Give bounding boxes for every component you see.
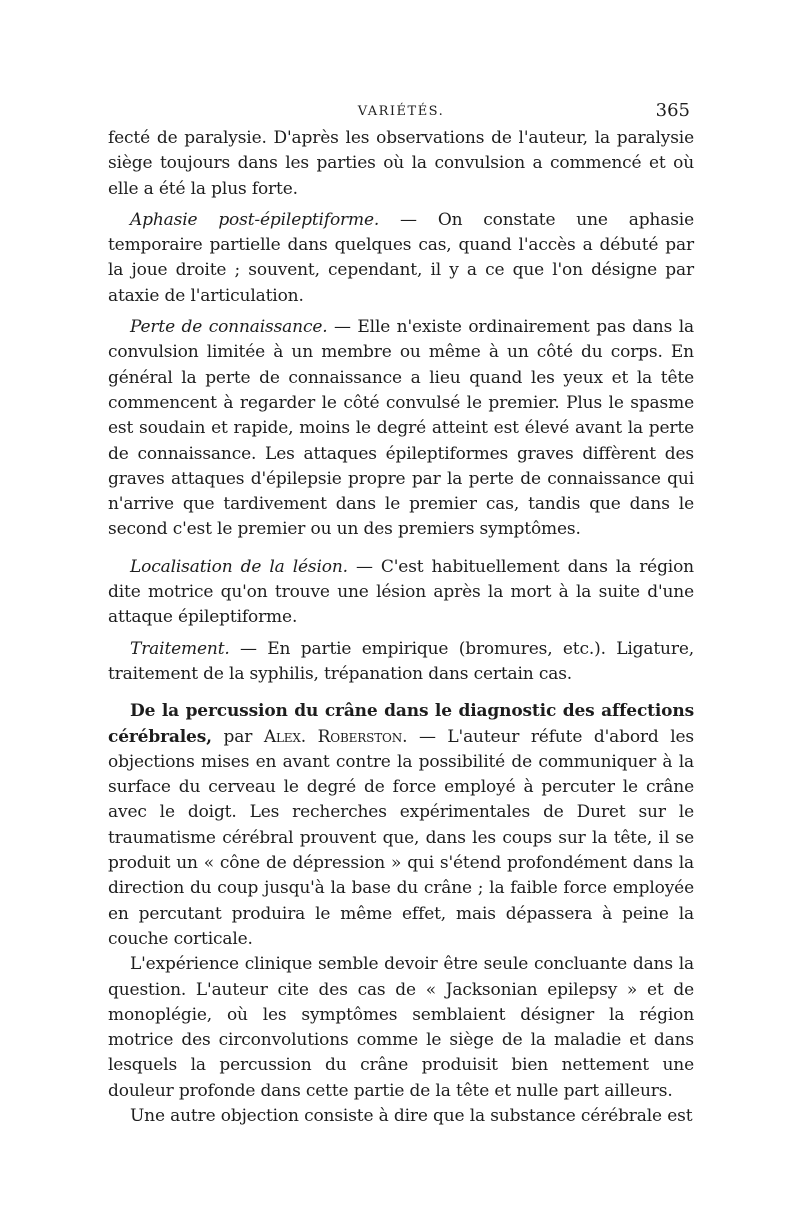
paragraph-text: fecté de paralysie. D'après les observations de l'auteur, la paralysie siège toujours dans les parties où la convulsion a commencé et où elle a été la plus forte.: [108, 128, 694, 199]
section-title-localisation: Localisation de la lésion.: [130, 556, 348, 577]
paragraph-objection: [108, 1104, 694, 1129]
paragraph-text: — En partie empirique (bromures, etc.). Ligature, traitement de la syphilis, trépanation dans certain cas.: [108, 638, 694, 684]
paragraph-text: — L'auteur réfute d'abord les objections mises en avant contre la possibilité de communiquer à la surface du cerveau le degré de force employé à percuter le crâne avec le doigt. Les recherches expérimentales de Duret sur le traumatisme cérébral prouvent que, dans les coups sur la tête, il se produit un « cône de dépression » qui s'étend profondément dans la direction du coup jusqu'à la base du crâne ; la faible force employée en percutant produira le même effet, mais dépassera à peine la couche corticale.: [108, 726, 694, 949]
paragraph-text: Une autre objection consiste à dire que la substance cérébrale est: [130, 1105, 693, 1126]
section-title-aphasie: Aphasie post-épileptiforme.: [130, 209, 380, 230]
byline-par: par: [211, 726, 264, 747]
page-number: 365: [655, 100, 690, 121]
paragraph-text: L'expérience clinique semble devoir être seule concluante dans la question. L'auteur cite des cas de « Jacksonian epilepsy » et de monoplégie, où les symptômes semblaient désigner la région motrice des circonvolutions comme le siège de la maladie et dans lesquels la percussion du crâne produisit bien nettement une douleur profonde dans cette partie de la tête et nulle part ailleurs.: [108, 954, 694, 1101]
section-title-perte: Perte de connaissance.: [130, 317, 328, 338]
running-head: VARIÉTÉS.: [357, 104, 445, 119]
paragraph-aphasie: [108, 208, 694, 309]
paragraph-experience-clinique: [108, 952, 694, 1104]
paragraph-text: — Elle n'existe ordinairement pas dans la convulsion limitée à un membre ou même à un côté du corps. En général la perte de connaissance a lieu quand les yeux et la tête commencent à regarder le côté convulsé le premier. Plus le spasme est soudain et rapide, moins le degré atteint est élevé avant la perte de connaissance. Les attaques épileptiformes graves diffèrent des graves attaques d'épilepsie propre par la perte de connaissance qui n'arrive que tardivement dans le premier cas, tandis que dans le second c'est le premier ou un des premiers symptômes.: [108, 317, 694, 540]
page: [108, 98, 694, 1129]
paragraph-traitement: [108, 637, 694, 688]
article-title: De la percussion du crâne dans le diagnostic des affections cérébrales,: [108, 701, 694, 747]
paragraph-localisation: [108, 555, 694, 631]
paragraph-perte-connaissance: [108, 315, 694, 543]
section-title-traitement: Traitement.: [130, 638, 230, 659]
page-header: [108, 98, 694, 126]
paragraph-percussion: [108, 699, 694, 952]
paragraph-text: — On constate une aphasie temporaire partielle dans quelques cas, quand l'accès a débuté par la joue droite ; souvent, cependant, il y a ce que l'on désigne par ataxie de l'articulation.: [108, 209, 694, 306]
article-author: Alex. Roberston.: [263, 726, 408, 747]
paragraph-text: — C'est habituellement dans la région dite motrice qu'on trouve une lésion après la mort à la suite d'une attaque épileptiforme.: [108, 556, 694, 628]
paragraph-paralysie: [108, 126, 694, 202]
